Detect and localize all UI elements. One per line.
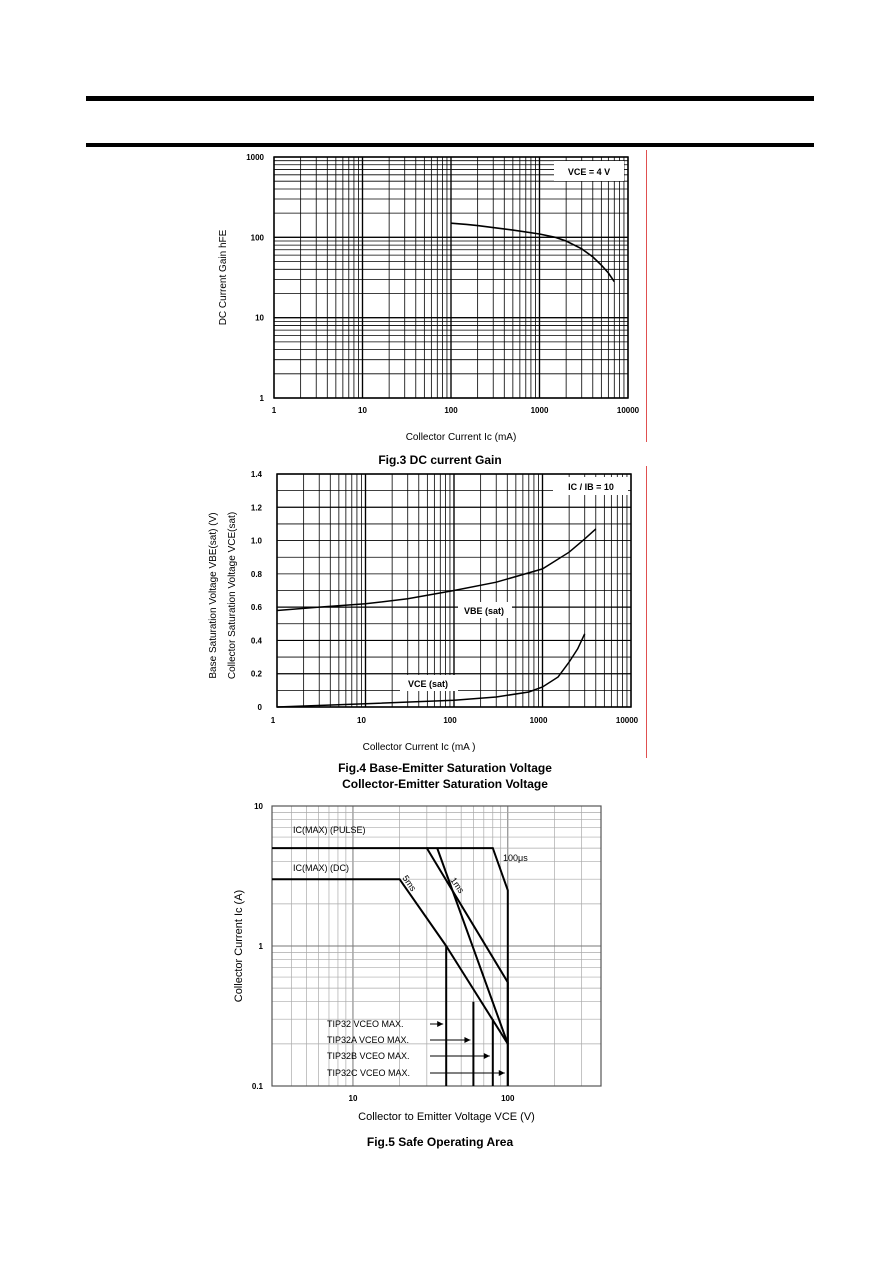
- x-tick-label: 1: [271, 406, 277, 415]
- y-axis-label: Collector Current Ic (A): [233, 889, 245, 1003]
- annotation-ic-max-pulse: IC(MAX) (PULSE): [293, 825, 366, 835]
- vceo-arrow-head: [464, 1037, 470, 1043]
- annotation-1ms: 1ms: [448, 875, 467, 896]
- y-tick-label: 10: [255, 313, 264, 323]
- y-tick-label: 0.4: [250, 636, 262, 646]
- x-tick-label: 100: [443, 716, 457, 725]
- annotation-vce: VCE = 4 V: [567, 167, 611, 177]
- fig5-caption: Fig.5 Safe Operating Area: [366, 1135, 514, 1149]
- y-tick-label: 1: [259, 394, 264, 403]
- y-axis-label: Base Saturation Voltage VBE(sat) (V): [208, 512, 219, 679]
- x-axis-label: Collector to Emitter Voltage VCE (V): [358, 1111, 535, 1123]
- x-tick-label: 10: [357, 716, 366, 725]
- fig4-caption-line1: Fig.4 Base-Emitter Saturation Voltage: [338, 761, 552, 775]
- annotation-5ms: 5ms: [400, 873, 419, 894]
- x-tick-label: 10: [348, 1094, 358, 1103]
- y-tick-label: 1000: [246, 153, 264, 162]
- vceo-arrow-head: [484, 1053, 490, 1059]
- x-tick-label: 100: [501, 1094, 515, 1103]
- annotation-ratio: IC / IB = 10: [568, 482, 614, 492]
- vceo-max-label: TIP32 VCEO MAX.: [327, 1019, 404, 1029]
- x-tick-label: 10: [358, 406, 367, 415]
- vceo-max-label: TIP32A VCEO MAX.: [327, 1035, 410, 1045]
- y-tick-label: 0: [257, 703, 262, 712]
- y-tick-label: 10: [254, 802, 263, 811]
- x-axis-label: Collector Current Ic (mA ): [362, 742, 476, 753]
- vceo-arrow-head: [499, 1070, 505, 1076]
- y-tick-label: 1.4: [250, 470, 262, 479]
- vce-sat-label: VCE (sat): [407, 679, 449, 689]
- x-tick-label: 1000: [529, 716, 548, 725]
- x-tick-label: 1000: [530, 406, 549, 415]
- x-tick-label: 100: [444, 406, 458, 415]
- y-axis-label: DC Current Gain hFE: [218, 229, 229, 326]
- annotation-100us: 100μs: [503, 853, 528, 863]
- x-tick-label: 10000: [616, 406, 640, 415]
- y-tick-label: 1.0: [250, 536, 262, 546]
- y-tick-label: 0.1: [251, 1082, 263, 1091]
- vceo-max-label: TIP32B VCEO MAX.: [327, 1051, 410, 1061]
- x-axis-label: Collector Current Ic (mA): [405, 432, 517, 443]
- fig3-caption: Fig.3 DC current Gain: [378, 453, 502, 467]
- vbe-sat-label: VBE (sat): [463, 606, 505, 616]
- x-tick-label: 10000: [615, 716, 639, 725]
- soa-boundary-100s: [427, 848, 508, 1086]
- x-tick-label: 1: [270, 716, 276, 725]
- y-tick-label: 0.6: [250, 603, 262, 613]
- y-tick-label: 100: [250, 233, 264, 243]
- y-axis-label-2: Collector Saturation Voltage VCE(sat): [227, 511, 238, 680]
- vceo-max-label: TIP32C VCEO MAX.: [327, 1068, 411, 1078]
- y-tick-label: 1: [258, 942, 263, 951]
- y-tick-label: 0.2: [250, 669, 262, 679]
- fig4-caption-line2: Collector-Emitter Saturation Voltage: [342, 777, 548, 791]
- y-tick-label: 1.2: [250, 503, 262, 513]
- vceo-arrow-head: [437, 1021, 443, 1027]
- annotation-ic-max-dc: IC(MAX) (DC): [293, 863, 349, 873]
- y-tick-label: 0.8: [250, 569, 262, 579]
